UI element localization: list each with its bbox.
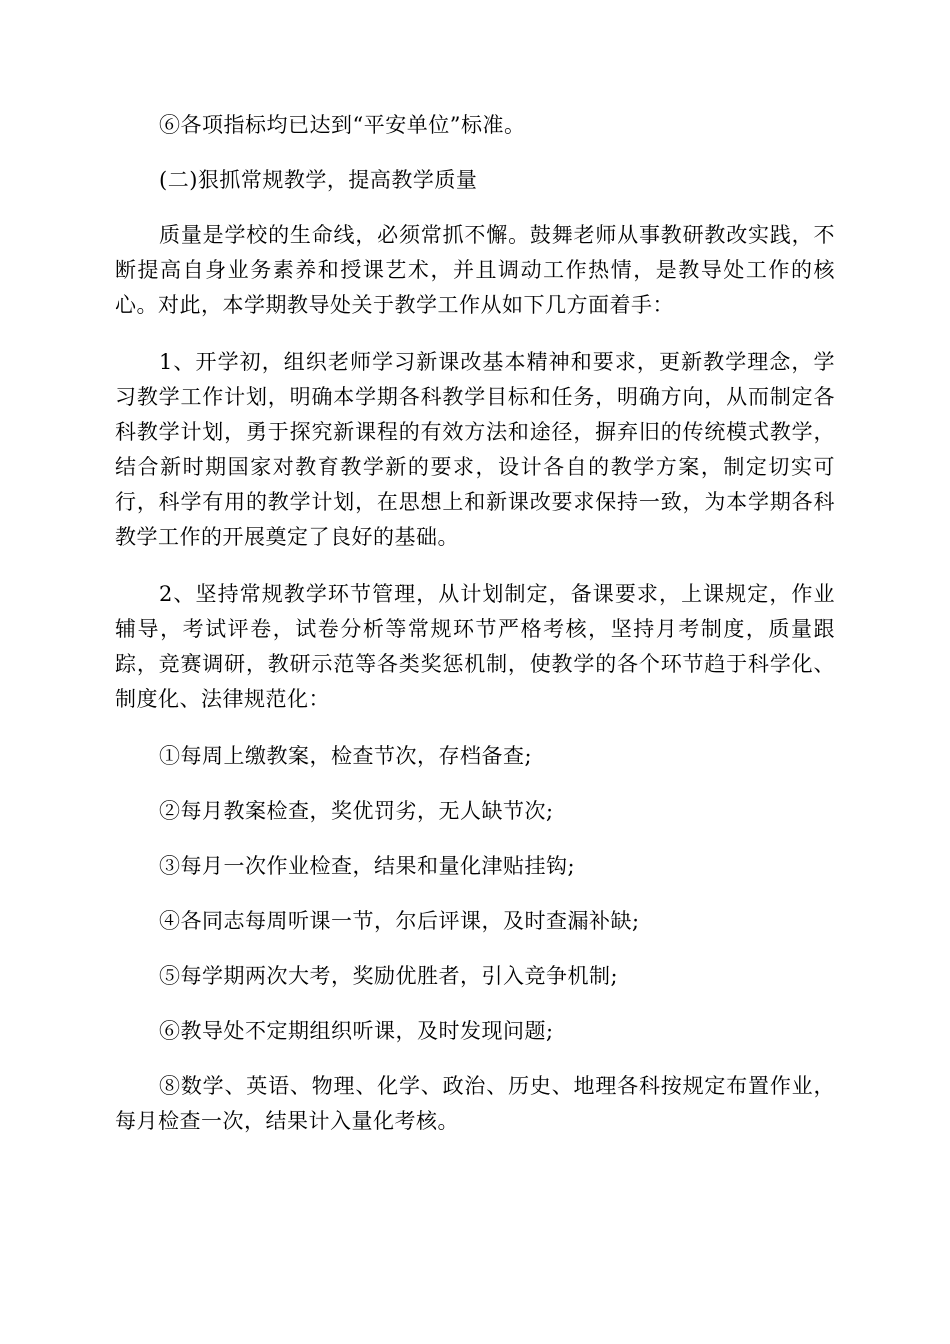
paragraph-point-1: 1、开学初，组织老师学习新课改基本精神和要求，更新教学理念，学习教学工作计划，明确本学期各科教学目标和任务，明确方向，从而制定各科教学计划，勇于探究新课程的有效方法和途径，摒弃旧的传统模式教学，结合新时期国家对教育教学新的要求，设计各自的教学方案，制定切实可行，科学有用的教学计划，在思想上和新课改要求保持一致，为本学期各科教学工作的开展奠定了良好的基础。 bbox=[115, 350, 835, 549]
list-item: ⑧数学、英语、物理、化学、政治、历史、地理各科按规定布置作业，每月检查一次，结果计入量化考核。 bbox=[115, 1074, 835, 1133]
list-item: ⑤每学期两次大考，奖励优胜者，引入竞争机制; bbox=[159, 964, 619, 988]
list-item: ⑥教导处不定期组织听课，及时发现问题; bbox=[159, 1019, 554, 1043]
section-heading: (二)狠抓常规教学，提高教学质量 bbox=[159, 168, 478, 192]
list-item: ②每月教案检查，奖优罚劣，无人缺节次; bbox=[159, 799, 554, 823]
list-item: ③每月一次作业检查，结果和量化津贴挂钩; bbox=[159, 854, 576, 878]
paragraph-quality-intro: 质量是学校的生命线，必须常抓不懈。鼓舞老师从事教研教改实践，不断提高自身业务素养和授课艺术，并且调动工作热情，是教导处工作的核心。对此，本学期教导处关于教学工作从如下几方面着手： bbox=[115, 223, 835, 317]
list-item-safety-standard: ⑥各项指标均已达到“平安单位”标准。 bbox=[159, 113, 526, 137]
list-item: ①每周上缴教案，检查节次，存档备查; bbox=[159, 744, 533, 768]
document-body bbox=[115, 108, 835, 1161]
paragraph-point-2: 2、坚持常规教学环节管理，从计划制定，备课要求，上课规定，作业辅导，考试评卷，试卷分析等常规环节严格考核，坚持月考制度，质量跟踪，竞赛调研，教研示范等各类奖惩机制，使教学的各个环节趋于科学化、制度化、法律规范化： bbox=[115, 582, 835, 711]
list-item: ④各同志每周听课一节，尔后评课，及时查漏补缺; bbox=[159, 909, 640, 933]
